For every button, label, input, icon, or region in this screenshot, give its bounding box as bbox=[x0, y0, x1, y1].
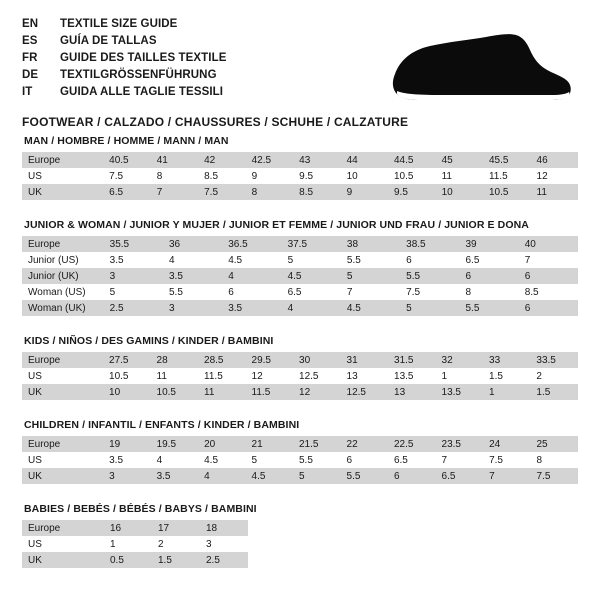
cell: 7 bbox=[341, 284, 400, 300]
cell: 3 bbox=[200, 536, 248, 552]
cell: 10.5 bbox=[388, 168, 436, 184]
cell: 45.5 bbox=[483, 152, 531, 168]
cell: 39 bbox=[459, 236, 518, 252]
language-title: GUÍA DE TALLAS bbox=[60, 35, 157, 47]
cell: 11.5 bbox=[198, 368, 246, 384]
cell: 7.5 bbox=[400, 284, 459, 300]
cell: 5 bbox=[246, 452, 293, 468]
cell: 0.5 bbox=[104, 552, 152, 568]
cell: 13.5 bbox=[436, 384, 484, 400]
cell: 5 bbox=[341, 268, 400, 284]
cell: 36.5 bbox=[222, 236, 281, 252]
row-label: US bbox=[22, 168, 103, 184]
cell: 41 bbox=[151, 152, 198, 168]
row-label: US bbox=[22, 368, 103, 384]
cell: 11 bbox=[531, 184, 578, 200]
cell: 11.5 bbox=[483, 168, 531, 184]
cell: 45 bbox=[436, 152, 483, 168]
cell: 9.5 bbox=[293, 168, 340, 184]
table-row bbox=[22, 284, 578, 300]
cell: 32 bbox=[436, 352, 484, 368]
cell: 46 bbox=[531, 152, 578, 168]
cell: 6.5 bbox=[103, 184, 151, 200]
cell: 23.5 bbox=[436, 436, 484, 452]
cell: 6.5 bbox=[436, 468, 484, 484]
section-babies bbox=[22, 503, 578, 568]
table-row bbox=[22, 384, 578, 400]
cell: 4.5 bbox=[246, 468, 293, 484]
cell: 7 bbox=[483, 468, 530, 484]
language-title: TEXTILE SIZE GUIDE bbox=[60, 18, 178, 30]
table-row bbox=[22, 520, 248, 536]
cell: 17 bbox=[152, 520, 200, 536]
cell: 6 bbox=[388, 468, 436, 484]
cell: 4.5 bbox=[341, 300, 400, 316]
cell: 11 bbox=[198, 384, 246, 400]
table-row bbox=[22, 552, 248, 568]
cell: 3 bbox=[163, 300, 222, 316]
section-junior-woman bbox=[22, 219, 578, 316]
row-label: Junior (UK) bbox=[22, 268, 104, 284]
cell: 13 bbox=[388, 384, 436, 400]
cell: 1.5 bbox=[530, 384, 578, 400]
category-title: FOOTWEAR / CALZADO / CHAUSSURES / SCHUHE / CALZATURE bbox=[22, 115, 409, 129]
cell: 4 bbox=[163, 252, 222, 268]
cell: 1 bbox=[436, 368, 484, 384]
cell: 20 bbox=[198, 436, 245, 452]
row-label: UK bbox=[22, 468, 103, 484]
cell: 44 bbox=[341, 152, 388, 168]
cell: 21 bbox=[246, 436, 293, 452]
language-title: TEXTILGRÖSSENFÜHRUNG bbox=[60, 69, 217, 81]
size-table-junior-woman bbox=[22, 236, 578, 316]
row-label: UK bbox=[22, 552, 104, 568]
cell: 29.5 bbox=[246, 352, 294, 368]
size-table-man bbox=[22, 152, 578, 200]
cell: 37.5 bbox=[282, 236, 341, 252]
cell: 5.5 bbox=[293, 452, 341, 468]
cell: 40.5 bbox=[103, 152, 151, 168]
cell: 4.5 bbox=[282, 268, 341, 284]
cell: 5.5 bbox=[163, 284, 222, 300]
cell: 40 bbox=[519, 236, 578, 252]
cell: 25 bbox=[531, 436, 579, 452]
table-row bbox=[22, 300, 578, 316]
section-title: CHILDREN / INFANTIL / ENFANTS / KINDER / BAMBINI bbox=[24, 419, 300, 431]
cell: 7 bbox=[151, 184, 198, 200]
cell: 7.5 bbox=[103, 168, 151, 184]
cell: 10 bbox=[103, 384, 151, 400]
row-label: Europe bbox=[22, 152, 103, 168]
page-header bbox=[22, 16, 578, 129]
cell: 22.5 bbox=[388, 436, 436, 452]
cell: 31.5 bbox=[388, 352, 436, 368]
cell: 12.5 bbox=[341, 384, 389, 400]
cell: 3.5 bbox=[104, 252, 163, 268]
cell: 5 bbox=[293, 468, 341, 484]
cell: 7.5 bbox=[198, 184, 245, 200]
cell: 6 bbox=[519, 300, 578, 316]
cell: 11 bbox=[151, 368, 199, 384]
cell: 5.5 bbox=[459, 300, 518, 316]
cell: 10 bbox=[341, 168, 388, 184]
cell: 3 bbox=[104, 268, 163, 284]
row-label: Junior (US) bbox=[22, 252, 104, 268]
cell: 30 bbox=[293, 352, 341, 368]
cell: 5.5 bbox=[341, 468, 388, 484]
cell: 5 bbox=[104, 284, 163, 300]
cell: 11 bbox=[436, 168, 483, 184]
section-title: MAN / HOMBRE / HOMME / MANN / MAN bbox=[24, 135, 229, 147]
cell: 3.5 bbox=[151, 468, 199, 484]
size-table-children bbox=[22, 436, 578, 484]
cell: 44.5 bbox=[388, 152, 436, 168]
table-row bbox=[22, 168, 578, 184]
section-man bbox=[22, 135, 578, 200]
cell: 8.5 bbox=[293, 184, 340, 200]
cell: 3 bbox=[103, 468, 150, 484]
row-label: UK bbox=[22, 184, 103, 200]
cell: 4 bbox=[198, 468, 245, 484]
cell: 31 bbox=[341, 352, 389, 368]
cell: 27.5 bbox=[103, 352, 151, 368]
cell: 19.5 bbox=[151, 436, 199, 452]
cell: 42 bbox=[198, 152, 245, 168]
cell: 12 bbox=[246, 368, 294, 384]
cell: 7 bbox=[519, 252, 578, 268]
cell: 5.5 bbox=[400, 268, 459, 284]
language-code: FR bbox=[22, 52, 38, 64]
language-title: GUIDA ALLE TAGLIE TESSILI bbox=[60, 86, 224, 98]
cell: 5 bbox=[282, 252, 341, 268]
language-title: GUIDE DES TAILLES TEXTILE bbox=[60, 52, 227, 64]
cell: 21.5 bbox=[293, 436, 341, 452]
cell: 12 bbox=[531, 168, 578, 184]
cell: 12 bbox=[293, 384, 341, 400]
cell: 3.5 bbox=[222, 300, 281, 316]
cell: 4 bbox=[282, 300, 341, 316]
cell: 6 bbox=[400, 252, 459, 268]
cell: 38 bbox=[341, 236, 400, 252]
size-table-kids bbox=[22, 352, 578, 400]
table-row bbox=[22, 352, 578, 368]
cell: 9 bbox=[341, 184, 388, 200]
row-label: Europe bbox=[22, 352, 103, 368]
cell: 11.5 bbox=[246, 384, 294, 400]
cell: 1.5 bbox=[483, 368, 530, 384]
table-row bbox=[22, 536, 248, 552]
cell: 10.5 bbox=[103, 368, 151, 384]
cell: 8 bbox=[531, 452, 579, 468]
size-table-babies bbox=[22, 520, 248, 568]
cell: 5 bbox=[400, 300, 459, 316]
cell: 8 bbox=[459, 284, 518, 300]
row-label: Woman (UK) bbox=[22, 300, 104, 316]
cell: 8 bbox=[246, 184, 294, 200]
cell: 1.5 bbox=[152, 552, 200, 568]
cell: 6.5 bbox=[388, 452, 436, 468]
cell: 4.5 bbox=[198, 452, 245, 468]
cell: 43 bbox=[293, 152, 340, 168]
cell: 8 bbox=[151, 168, 198, 184]
cell: 10 bbox=[436, 184, 483, 200]
cell: 16 bbox=[104, 520, 152, 536]
cell: 36 bbox=[163, 236, 222, 252]
section-children bbox=[22, 419, 578, 484]
cell: 10.5 bbox=[151, 384, 199, 400]
table-row bbox=[22, 152, 578, 168]
section-title: JUNIOR & WOMAN / JUNIOR Y MUJER / JUNIOR ET FEMME / JUNIOR UND FRAU / JUNIOR E DONA bbox=[24, 219, 529, 231]
cell: 4.5 bbox=[222, 252, 281, 268]
row-label: Europe bbox=[22, 520, 104, 536]
cell: 19 bbox=[103, 436, 150, 452]
cell: 6 bbox=[222, 284, 281, 300]
cell: 22 bbox=[341, 436, 388, 452]
cell: 9.5 bbox=[388, 184, 436, 200]
cell: 4 bbox=[151, 452, 199, 468]
cell: 33.5 bbox=[530, 352, 578, 368]
cell: 6 bbox=[519, 268, 578, 284]
row-label: Europe bbox=[22, 236, 104, 252]
language-code: DE bbox=[22, 69, 39, 81]
cell: 2 bbox=[530, 368, 578, 384]
cell: 7 bbox=[436, 452, 484, 468]
row-label: Europe bbox=[22, 436, 103, 452]
cell: 6.5 bbox=[459, 252, 518, 268]
cell: 12.5 bbox=[293, 368, 341, 384]
row-label: Woman (US) bbox=[22, 284, 104, 300]
cell: 13.5 bbox=[388, 368, 436, 384]
cell: 7.5 bbox=[531, 468, 579, 484]
language-code: IT bbox=[22, 86, 33, 98]
table-row bbox=[22, 236, 578, 252]
section-kids bbox=[22, 335, 578, 400]
table-row bbox=[22, 268, 578, 284]
cell: 33 bbox=[483, 352, 530, 368]
cell: 3.5 bbox=[103, 452, 150, 468]
language-code: ES bbox=[22, 35, 38, 47]
row-label: US bbox=[22, 536, 104, 552]
cell: 6.5 bbox=[282, 284, 341, 300]
cell: 35.5 bbox=[104, 236, 163, 252]
cell: 42.5 bbox=[246, 152, 294, 168]
cell: 24 bbox=[483, 436, 530, 452]
cell: 10.5 bbox=[483, 184, 531, 200]
row-label: US bbox=[22, 452, 103, 468]
cell: 1 bbox=[483, 384, 530, 400]
cell: 6 bbox=[459, 268, 518, 284]
dress-shoe-silhouette-icon bbox=[382, 28, 572, 106]
cell: 5.5 bbox=[341, 252, 400, 268]
table-row bbox=[22, 436, 578, 452]
language-code: EN bbox=[22, 18, 39, 30]
cell: 2.5 bbox=[104, 300, 163, 316]
section-title: BABIES / BEBÉS / BÉBÉS / BABYS / BAMBINI bbox=[24, 503, 257, 515]
cell: 6 bbox=[341, 452, 388, 468]
cell: 7.5 bbox=[483, 452, 530, 468]
cell: 3.5 bbox=[163, 268, 222, 284]
cell: 2 bbox=[152, 536, 200, 552]
cell: 28.5 bbox=[198, 352, 246, 368]
cell: 38.5 bbox=[400, 236, 459, 252]
row-label: UK bbox=[22, 384, 103, 400]
cell: 9 bbox=[246, 168, 294, 184]
table-row bbox=[22, 252, 578, 268]
cell: 8.5 bbox=[519, 284, 578, 300]
cell: 2.5 bbox=[200, 552, 248, 568]
table-row bbox=[22, 368, 578, 384]
cell: 18 bbox=[200, 520, 248, 536]
section-title: KIDS / NIÑOS / DES GAMINS / KINDER / BAMBINI bbox=[24, 335, 274, 347]
cell: 4 bbox=[222, 268, 281, 284]
cell: 28 bbox=[151, 352, 199, 368]
cell: 1 bbox=[104, 536, 152, 552]
table-row bbox=[22, 184, 578, 200]
cell: 8.5 bbox=[198, 168, 245, 184]
table-row bbox=[22, 468, 578, 484]
cell: 13 bbox=[341, 368, 389, 384]
table-row bbox=[22, 452, 578, 468]
